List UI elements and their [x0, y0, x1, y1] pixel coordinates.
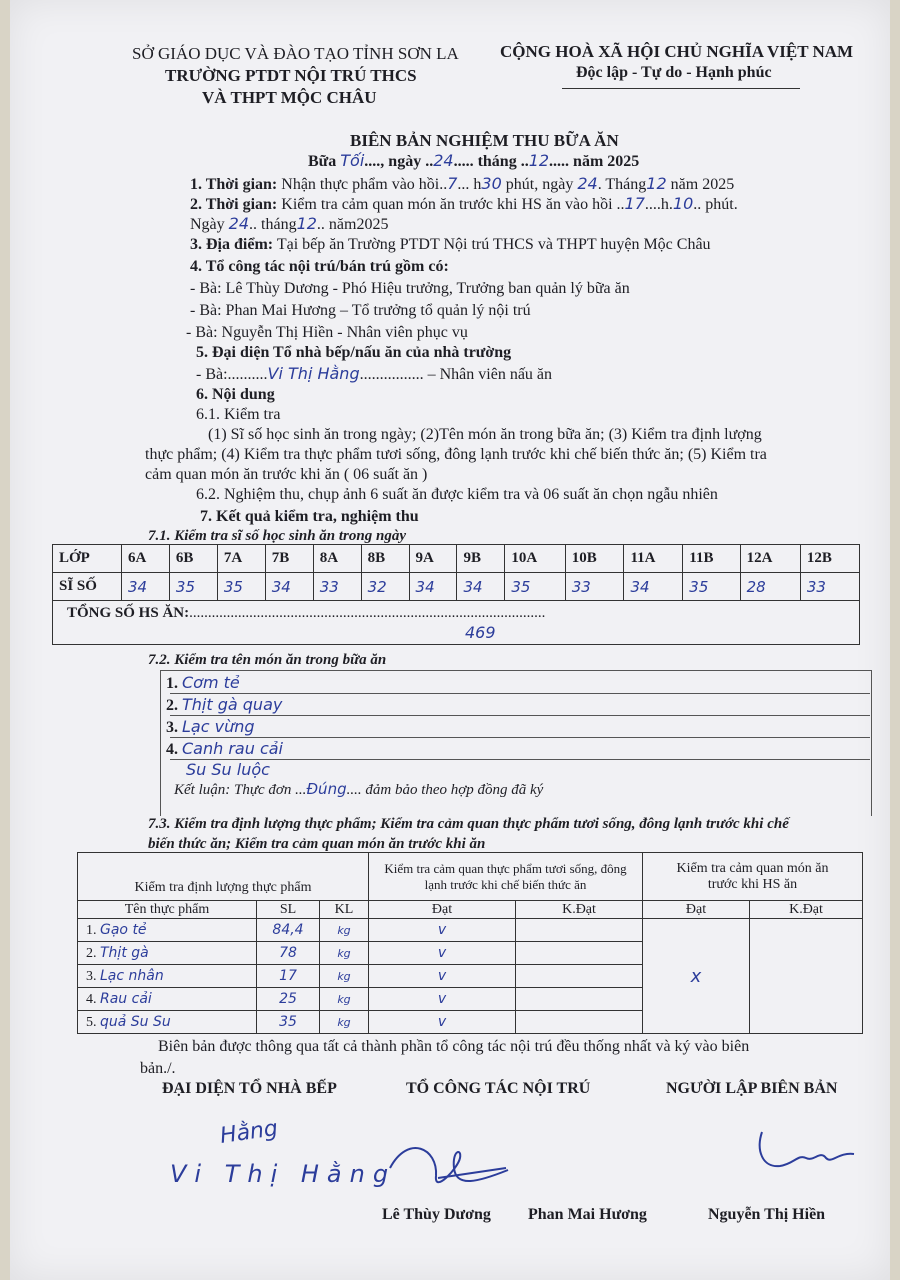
dish-row-2: 2. Thịt gà quay — [166, 695, 283, 714]
writer-title: NGƯỜI LẬP BIÊN BẢN — [666, 1080, 838, 1097]
department-name: SỞ GIÁO DỤC VÀ ĐÀO TẠO TỈNH SƠN LA — [132, 44, 459, 63]
count-10B: 33 — [565, 573, 624, 601]
count-9A: 34 — [409, 573, 457, 601]
team-title: TỔ CÔNG TÁC NỘI TRÚ — [406, 1080, 591, 1097]
table-7-3-title-line2: biến thức ăn; Kiểm tra cảm quan món ăn trước khi ăn — [148, 836, 486, 852]
food-header-row-2 — [78, 901, 863, 919]
class-count-table — [52, 544, 860, 645]
food-5-fail — [516, 1011, 643, 1034]
dish-pass-header: Đạt — [643, 901, 750, 919]
food-4-name: 4. Rau cải — [78, 988, 257, 1011]
count-8A: 33 — [313, 573, 361, 601]
dish-1-name: Cơm tẻ — [182, 673, 240, 692]
section-1: 1. Thời gian: Nhận thực phẩm vào hồi..7... h30 phút, ngày 24. Tháng12 năm 2025 — [190, 174, 735, 193]
total-cell — [53, 601, 860, 645]
class-6B: 6B — [169, 545, 217, 573]
cook-name-handwritten: Vi Thị Hằng — [267, 364, 360, 383]
class-12B: 12B — [800, 545, 859, 573]
dish-row-4: 4. Canh rau cải — [166, 739, 283, 758]
class-11A: 11A — [624, 545, 683, 573]
closing-line1: Biên bản được thông qua tất cả thành phần tổ công tác nội trú đều thống nhất và ký vào biên — [158, 1038, 750, 1055]
kitchen-signature-short: Hằng — [218, 1116, 280, 1149]
food-2-pass: v — [369, 942, 516, 965]
class-9A: 9A — [409, 545, 457, 573]
school-name-line1: TRƯỜNG PTDT NỘI TRÚ THCS — [165, 66, 417, 85]
sl-header: SL — [257, 901, 320, 919]
kitchen-rep-title: ĐẠI DIỆN TỔ NHÀ BẾP — [162, 1080, 337, 1097]
count-6B: 35 — [169, 573, 217, 601]
national-motto: Độc lập - Tự do - Hạnh phúc — [576, 64, 772, 81]
food-4-kl: kg — [320, 988, 369, 1011]
motto-underline — [562, 88, 800, 89]
count-11B: 35 — [683, 573, 740, 601]
class-9B: 9B — [457, 545, 505, 573]
food-2-sl: 78 — [257, 942, 320, 965]
count-7B: 34 — [265, 573, 313, 601]
food-5-sl: 35 — [257, 1011, 320, 1034]
section-5-cook: - Bà:..........Vi Thị Hằng................ – Nhân viên nấu ăn — [196, 364, 553, 383]
dish-row-3: 3. Lạc vừng — [166, 717, 255, 736]
section-6-para-line3: cảm quan món ăn trước khi ăn ( 06 suất ăn ) — [145, 466, 428, 483]
count-12A: 28 — [740, 573, 800, 601]
food-1-sl: 84,4 — [257, 919, 320, 942]
writer-name: Nguyễn Thị Hiền — [708, 1206, 826, 1223]
food-1-name: 1. Gạo tẻ — [78, 919, 257, 942]
document-title: BIÊN BẢN NGHIỆM THU BỮA ĂN — [350, 131, 619, 150]
section-2: 2. Thời gian: Kiểm tra cảm quan món ăn trước khi HS ăn vào hồi ..17....h.10.. phút. — [190, 194, 738, 213]
dish-line-2 — [170, 715, 870, 716]
count-12B: 33 — [800, 573, 859, 601]
section-6-1: 6.1. Kiểm tra — [196, 406, 281, 423]
class-6A: 6A — [122, 545, 170, 573]
dish-4-name: Canh rau cải — [182, 739, 283, 758]
count-11A: 34 — [624, 573, 683, 601]
member-1: - Bà: Lê Thùy Dương - Phó Hiệu trưởng, Trưởng ban quản lý bữa ăn — [190, 280, 630, 297]
dish-fail-mark — [750, 919, 863, 1034]
kl-header: KL — [320, 901, 369, 919]
total-label: TỔNG SỐ HS ĂN: — [67, 605, 190, 621]
meal-line: Bữa Tối...., ngày ..24..... tháng ..12..... năm 2025 — [308, 151, 640, 170]
food-5-pass: v — [369, 1011, 516, 1034]
count-7A: 35 — [217, 573, 265, 601]
food-1-kl: kg — [320, 919, 369, 942]
food-check-table — [77, 852, 863, 1034]
dish-2-name: Thịt gà quay — [182, 695, 283, 714]
dish-extra: Su Su luộc — [186, 760, 270, 779]
food-name-header: Tên thực phẩm — [78, 901, 257, 919]
food-header-row-1 — [78, 853, 863, 901]
dish-fail-header: K.Đạt — [750, 901, 863, 919]
food-2-kl: kg — [320, 942, 369, 965]
dish-conclusion: Kết luận: Thực đơn ...Đúng.... đảm bảo theo hợp đồng đã ký — [174, 780, 544, 798]
school-name-line2: VÀ THPT MỘC CHÂU — [202, 88, 377, 107]
meal-handwritten: Tối — [340, 151, 365, 170]
member-2-name: Phan Mai Hương — [528, 1206, 647, 1223]
dish-3-name: Lạc vừng — [182, 717, 255, 736]
kitchen-signature-full: Vi Thị Hằng — [170, 1160, 397, 1188]
class-12A: 12A — [740, 545, 800, 573]
food-5-name: 5. quả Su Su — [78, 1011, 257, 1034]
team-signature-scribble — [378, 1138, 518, 1198]
fresh-fail-header: K.Đạt — [516, 901, 643, 919]
total-dots: ............................................................................................... — [189, 605, 546, 621]
class-header-label: LỚP — [53, 545, 122, 573]
writer-signature-scribble — [754, 1128, 864, 1178]
class-10B: 10B — [565, 545, 624, 573]
food-5-kl: kg — [320, 1011, 369, 1034]
food-3-name: 3. Lạc nhân — [78, 965, 257, 988]
document-page — [10, 0, 890, 1280]
food-row-1 — [78, 919, 863, 942]
table-7-2-title: 7.2. Kiểm tra tên món ăn trong bữa ăn — [148, 652, 387, 668]
class-11B: 11B — [683, 545, 740, 573]
class-header-row — [53, 545, 860, 573]
member-2: - Bà: Phan Mai Hương – Tổ trưởng tổ quản lý nội trú — [190, 302, 531, 319]
count-6A: 34 — [122, 573, 170, 601]
food-4-fail — [516, 988, 643, 1011]
food-3-sl: 17 — [257, 965, 320, 988]
food-4-pass: v — [369, 988, 516, 1011]
section-5-title: 5. Đại diện Tổ nhà bếp/nấu ăn của nhà trường — [196, 344, 512, 361]
total-handwritten: 469 — [465, 623, 496, 642]
section-4-title: 4. Tổ công tác nội trú/bán trú gồm có: — [190, 258, 449, 275]
food-2-fail — [516, 942, 643, 965]
closing-line2: bản./. — [140, 1060, 176, 1077]
food-4-sl: 25 — [257, 988, 320, 1011]
class-8B: 8B — [361, 545, 409, 573]
section-6-para-line1: (1) Sĩ số học sinh ăn trong ngày; (2)Tên món ăn trong bữa ăn; (3) Kiểm tra định lượng — [208, 426, 762, 443]
section-3: 3. Địa điểm: Tại bếp ăn Trường PTDT Nội trú THCS và THPT huyện Mộc Châu — [190, 236, 711, 253]
class-10A: 10A — [505, 545, 565, 573]
food-1-fail — [516, 919, 643, 942]
dish-pass-mark: x — [643, 919, 750, 1034]
member-3: - Bà: Nguyễn Thị Hiền - Nhân viên phục vụ — [186, 324, 468, 341]
food-2-name: 2. Thịt gà — [78, 942, 257, 965]
count-10A: 35 — [505, 573, 565, 601]
dish-line-3 — [170, 737, 870, 738]
table-7-3-title-line1: 7.3. Kiểm tra định lượng thực phẩm; Kiểm tra cảm quan thực phẩm tươi sống, đông lạnh trước khi chế — [148, 816, 789, 832]
section-6-2: 6.2. Nghiệm thu, chụp ảnh 6 suất ăn được kiểm tra và 06 suất ăn chọn ngẫu nhiên — [196, 486, 718, 503]
total-row — [53, 601, 860, 645]
count-row — [53, 573, 860, 601]
fresh-pass-header: Đạt — [369, 901, 516, 919]
count-row-label: SĨ SỐ — [53, 573, 122, 601]
section-6-title: 6. Nội dung — [196, 386, 275, 403]
food-1-pass: v — [369, 919, 516, 942]
class-8A: 8A — [313, 545, 361, 573]
dish-line-4 — [170, 759, 870, 760]
section-7-title: 7. Kết quả kiểm tra, nghiệm thu — [200, 508, 419, 525]
dish-line-1 — [170, 693, 870, 694]
class-7A: 7A — [217, 545, 265, 573]
food-3-fail — [516, 965, 643, 988]
class-7B: 7B — [265, 545, 313, 573]
food-3-kl: kg — [320, 965, 369, 988]
fresh-food-header: Kiểm tra cảm quan thực phẩm tươi sống, đông lạnh trước khi chế biến thức ăn — [369, 853, 643, 901]
section-2-date: Ngày 24.. tháng12.. năm2025 — [190, 214, 389, 233]
member-1-name: Lê Thùy Dương — [382, 1206, 491, 1223]
count-9B: 34 — [457, 573, 505, 601]
section-6-para-line2: thực phẩm; (4) Kiểm tra thực phẩm tươi sống, đông lạnh trước khi chế biến thức ăn; (5) Kiểm tra — [145, 446, 767, 463]
dish-row-1: 1. Cơm tẻ — [166, 673, 240, 692]
count-8B: 32 — [361, 573, 409, 601]
dish-sensory-header: Kiểm tra cảm quan món ăn trước khi HS ăn — [643, 853, 863, 901]
food-3-pass: v — [369, 965, 516, 988]
quantity-header: Kiểm tra định lượng thực phẩm — [78, 853, 369, 901]
table-7-1-title: 7.1. Kiểm tra sĩ số học sinh ăn trong ngày — [148, 528, 406, 544]
national-title: CỘNG HOÀ XÃ HỘI CHỦ NGHĨA VIỆT NAM — [500, 42, 854, 61]
